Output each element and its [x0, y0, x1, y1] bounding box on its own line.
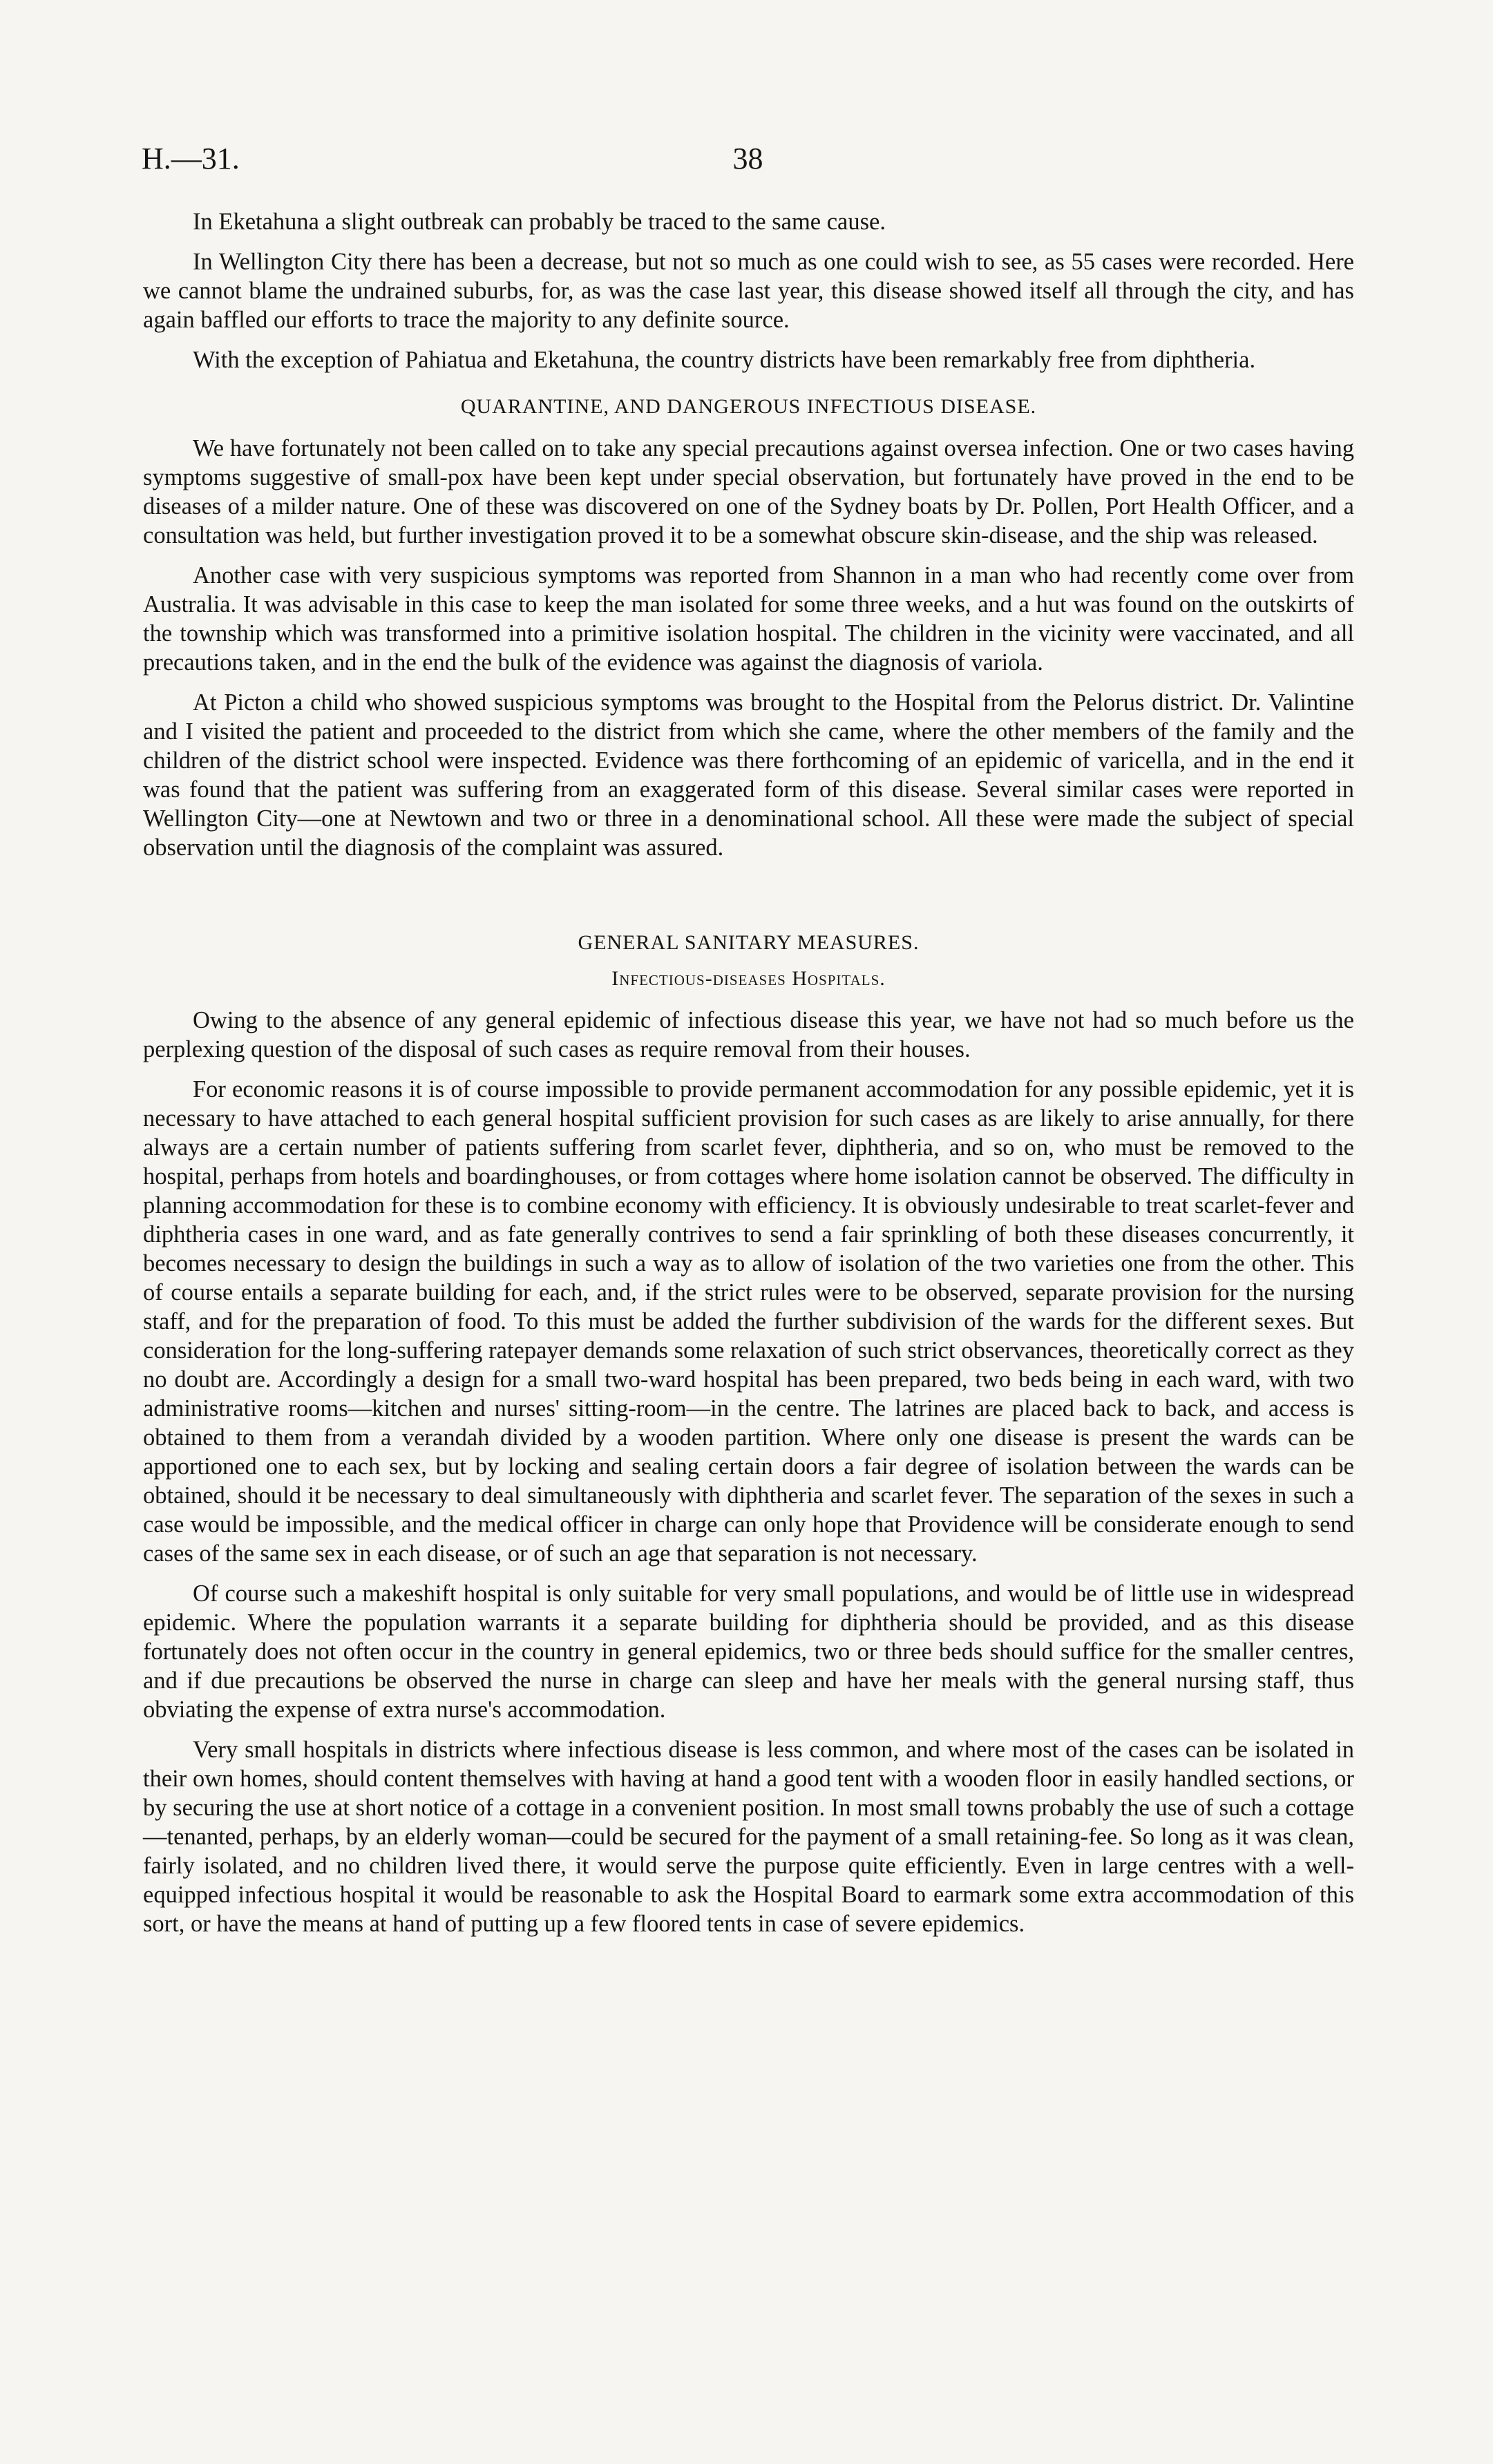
page-header — [142, 138, 1354, 180]
series-label: H.—31. — [142, 142, 240, 175]
paragraph: In Eketahuna a slight outbreak can probably be traced to the same cause. — [193, 209, 886, 235]
paragraph: With the exception of Pahiatua and Eketahuna, the country districts have been remarkably free from diphtheria. — [193, 347, 1256, 373]
paragraph: Owing to the absence of any general epidemic of infectious disease this year, we have not had so much before us the perplexing question of the disposal of such cases as require removal from their houses. — [143, 1007, 1354, 1062]
section-heading-quarantine: QUARANTINE, AND DANGEROUS INFECTIOUS DISEASE. — [460, 395, 1037, 418]
paragraph: Another case with very suspicious symptoms was reported from Shannon in a man who had recently come over from Australia. It was advisable in this case to keep the man isolated for some three weeks, and a hut was found on the outskirts of the township which was transformed into a primitive isolation hospital. The children in the vicinity were vaccinated, and all precautions taken, and in the end the bulk of the evidence was against the diagnosis of variola. — [143, 562, 1354, 676]
paragraph: Very small hospitals in districts where infectious disease is less common, and where most of the cases can be isolated in their own homes, should content themselves with having at hand a good tent with a wooden floor in easily handled sections, or by securing the use at short notice of a cottage in a convenient position. In most small towns probably the use of such a cottage—tenanted, perhaps, by an elderly woman—could be secured for the payment of a small retaining-fee. So long as it was clean, fairly isolated, and no children lived there, it would serve the purpose quite efficiently. Even in large centres with a well-equipped infectious hospital it would be reasonable to ask the Hospital Board to earmark some extra accommodation of this sort, or have the means at hand of putting up a few floored tents in case of severe epidemics. — [143, 1737, 1354, 1937]
paragraph: Of course such a makeshift hospital is only suitable for very small populations, and would be of little use in widespread epidemic. Where the population warrants it a separate building for diphtheria should be provided, and as this disease fortunately does not often occur in the country in general epidemics, two or three beds should suffice for the smaller centres, and if due precautions be observed the nurse in charge can sleep and have her meals with the general nursing staff, thus obviating the expense of extra nurse's accommodation. — [143, 1580, 1354, 1723]
paragraph: At Picton a child who showed suspicious symptoms was brought to the Hospital from the Pelorus district. Dr. Valintine and I visited the patient and proceeded to the district from which she came, where the other members of the family and the children of the district school were inspected. Evidence was there forthcoming of an epidemic of varicella, and in the end it was found that the patient was suffering from an exaggerated form of this disease. Several similar cases were reported in Wellington City—one at Newtown and two or three in a denominational school. All these were made the subject of special observation until the diagnosis of the complaint was assured. — [143, 689, 1354, 861]
paragraph: For economic reasons it is of course impossible to provide permanent accommodation for any possible epidemic, yet it is necessary to have attached to each general hospital sufficient provision for such cases as are likely to arise annually, for there always are a certain number of patients suffering from scarlet fever, diphtheria, and so on, who must be removed to the hospital, perhaps from hotels and boardinghouses, or from cottages where home isolation cannot be observed. The difficulty in planning accommodation for these is to combine economy with efficiency. It is obviously undesirable to treat scarlet-fever and diphtheria cases in one ward, and as fate generally contrives to send a fair sprinkling of both these diseases concurrently, it becomes necessary to design the buildings in such a way as to allow of isolation of the two varieties one from the other. This of course entails a separate building for each, and, if the strict rules were to be observed, separate provision for the nursing staff, and for the preparation of food. To this must be added the further subdivision of the wards for the different sexes. But consideration for the long-suffering ratepayer demands some relaxation of such strict observances, theoretically correct as they no doubt are. Accordingly a design for a small two-ward hospital has been prepared, two beds being in each ward, with two administrative rooms—kitchen and nurses' sitting-room—in the centre. The latrines are placed back to back, and access is obtained to them from a verandah divided by a wooden partition. Where only one disease is present the wards can be apportioned one to each sex, but by locking and sealing certain doors a fair degree of isolation between the wards can be obtained, should it be necessary to deal simultaneously with diphtheria and scarlet fever. The separation of the sexes in such a case would be impossible, and the medical officer in charge can only hope that Providence will be considerate enough to send cases of the same sex in each disease, or of such an age that separation is not necessary. — [143, 1076, 1354, 1567]
paragraph: We have fortunately not been called on to take any special precautions against oversea infection. One or two cases having symptoms suggestive of small-pox have been kept under special observation, but fortunately have proved in the end to be diseases of a milder nature. One of these was discovered on one of the Sydney boats by Dr. Pollen, Port Health Officer, and a consultation was held, but further investigation proved it to be a somewhat obscure skin-disease, and the ship was released. — [143, 435, 1354, 548]
document-body — [143, 207, 1354, 1949]
page-number: 38 — [732, 142, 763, 175]
paragraph: In Wellington City there has been a decrease, but not so much as one could wish to see, as 55 cases were recorded. Here we cannot blame the undrained suburbs, for, as was the case last year, this disease showed itself all through the city, and has again baffled our efforts to trace the majority to any definite source. — [143, 249, 1354, 333]
subheading-infectious-hospitals: Infectious-diseases Hospitals. — [611, 967, 886, 990]
section-heading-general-sanitary: GENERAL SANITARY MEASURES. — [578, 931, 920, 954]
